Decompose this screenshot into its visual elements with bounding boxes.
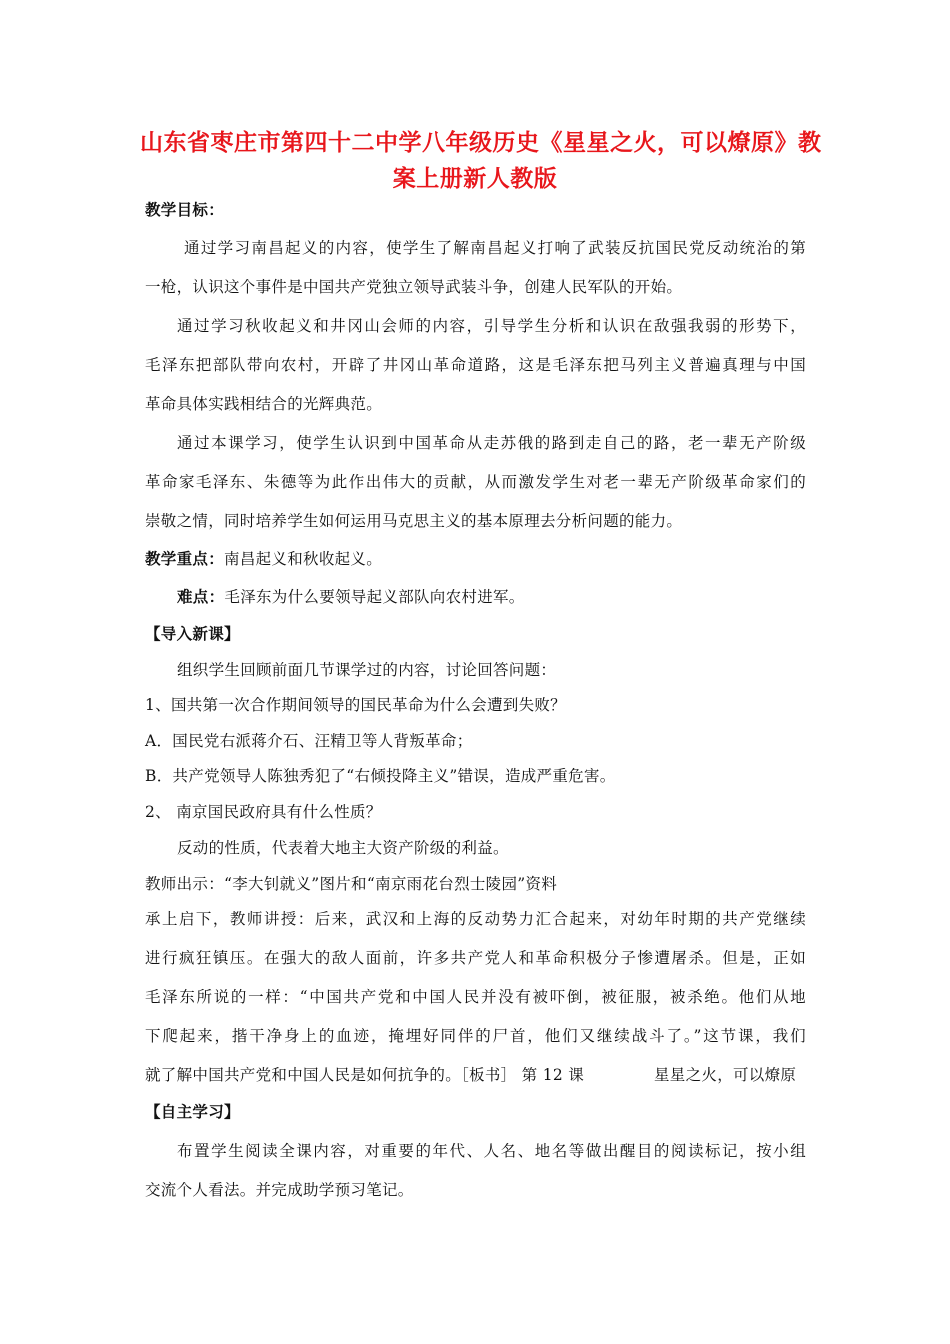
objectives-paragraph-2-line-1: 通过学习秋收起义和井冈山会师的内容，引导学生分析和认识在敌强我弱的形势下， (177, 317, 806, 335)
intro-line-1: 组织学生回顾前面几节课学过的内容，讨论回答问题： (177, 661, 557, 679)
difficulty (177, 587, 525, 607)
document-title-line-1: 山东省枣庄市第四十二中学八年级历史《星星之火，可以燎原》教 (140, 130, 822, 156)
objectives-paragraph-3-line-2: 革命家毛泽东、朱德等为此作出伟大的贡献，从而激发学生对老一辈无产阶级革命家们的 (145, 473, 806, 491)
teacher-lecture-line-2: 进行疯狂镇压。在强大的敌人面前，许多共产党人和革命积极分子惨遭屠杀。但是，正如 (145, 949, 806, 967)
document-title-line-2: 案上册新人教版 (392, 166, 558, 192)
teacher-lecture-line-3: 毛泽东所说的一样：“中国共产党和中国人民并没有被吓倒，被征服，被杀绝。他们从地 (145, 988, 806, 1006)
intro-answer-b: B．共产党领导人陈独秀犯了“右倾投降主义”错误，造成严重危害。 (145, 767, 616, 785)
intro-question-2: 2、 南京国民政府具有什么性质？ (145, 803, 382, 821)
objectives-paragraph-3-line-1: 通过本课学习，使学生认识到中国革命从走苏俄的路到走自己的路，老一辈无产阶级 (177, 434, 806, 452)
teacher-show: 教师出示：“李大钊就义”图片和“南京雨花台烈士陵园”资料 (145, 875, 558, 893)
self-study-line-2: 交流个人看法。并完成助学预习笔记。 (145, 1181, 414, 1199)
difficulty-text: 毛泽东为什么要领导起义部队向农村进军。 (224, 588, 525, 606)
teacher-lecture-line-5: 就了解中国共产党和中国人民是如何抗争的。［板书］ 第 12 课 (145, 1066, 585, 1084)
self-study-line-1: 布置学生阅读全课内容，对重要的年代、人名、地名等做出醒目的阅读标记，按小组 (177, 1142, 806, 1160)
key-points-text: 南昌起义和秋收起义。 (224, 550, 383, 568)
objectives-heading: 教学目标： (145, 201, 225, 219)
self-study-heading: 【自主学习】 (145, 1103, 240, 1121)
teacher-lecture-line-4: 下爬起来，揩干净身上的血迹，掩埋好同伴的尸首，他们又继续战斗了。”这节课，我们 (145, 1027, 806, 1045)
board-lesson-title: 星星之火，可以燎原 (654, 1066, 797, 1084)
objectives-paragraph-1-line-1: 通过学习南昌起义的内容，使学生了解南昌起义打响了武装反抗国民党反动统治的第 (184, 239, 806, 257)
difficulty-label: 难点： (177, 588, 225, 606)
intro-heading: 【导入新课】 (145, 625, 240, 643)
intro-question-1: 1、国共第一次合作期间领导的国民革命为什么会遭到失败？ (145, 696, 566, 714)
teacher-lecture-line-1: 承上启下，教师讲授：后来，武汉和上海的反动势力汇合起来，对幼年时期的共产党继续 (145, 910, 806, 928)
key-points-label: 教学重点： (145, 550, 225, 568)
intro-answer-a: A．国民党右派蒋介石、汪精卫等人背叛革命； (145, 732, 473, 750)
key-points (145, 549, 382, 569)
intro-answer-2: 反动的性质，代表着大地主大资产阶级的利益。 (177, 839, 509, 857)
objectives-paragraph-3-line-3: 崇敬之情，同时培养学生如何运用马克思主义的基本原理去分析问题的能力。 (145, 512, 683, 530)
objectives-paragraph-2-line-2: 毛泽东把部队带向农村，开辟了井冈山革命道路，这是毛泽东把马列主义普遍真理与中国 (145, 356, 806, 374)
objectives-paragraph-1-line-2: 一枪，认识这个事件是中国共产党独立领导武装斗争，创建人民军队的开始。 (145, 278, 683, 296)
objectives-paragraph-2-line-3: 革命具体实践相结合的光辉典范。 (145, 395, 383, 413)
